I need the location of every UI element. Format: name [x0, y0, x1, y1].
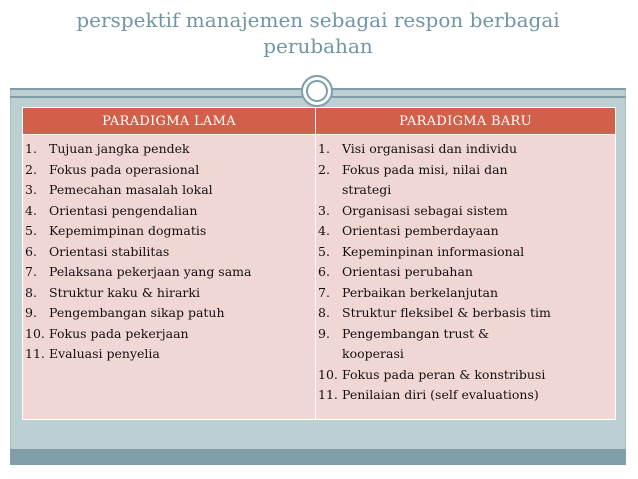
list-item: 7. Pelaksana pekerjaan yang sama	[25, 264, 252, 279]
table-body-row	[23, 135, 616, 420]
list-item: 7. Perbaikan berkelanjutan	[318, 284, 499, 300]
list-item: 2. Fokus pada misi, nilai dan strategi	[318, 161, 508, 197]
list-item: 8. Struktur kaku & hirarki	[25, 284, 200, 300]
list-item: 9. Pengembangan trust & kooperasi	[318, 325, 490, 361]
slide-title: perspektif manajemen sebagai respon berbagai perubahan	[76, 8, 560, 58]
list-item: 2. Fokus pada operasional	[25, 161, 200, 177]
list-item: 6. Orientasi perubahan	[318, 264, 473, 279]
list-item: 10. Fokus pada peran & konstribusi	[318, 366, 546, 382]
paradigm-table	[22, 107, 616, 420]
old-paradigm-cell	[23, 135, 316, 420]
header-paradigma-baru: PARADIGMA BARU	[316, 108, 616, 135]
header-paradigma-lama: PARADIGMA LAMA	[23, 108, 316, 135]
list-item: 9. Pengembangan sikap patuh	[25, 305, 225, 320]
list-item: 5. Kepemimpinan dogmatis	[25, 223, 207, 238]
list-item: 4. Orientasi pemberdayaan	[318, 223, 499, 238]
list-item: 1. Visi organisasi dan individu	[318, 141, 518, 156]
list-item: 11. Evaluasi penyelia	[25, 346, 160, 361]
list-item: 11. Penilaian diri (self evaluations)	[318, 387, 539, 402]
new-paradigm-list	[318, 139, 613, 406]
table-header-row	[23, 108, 616, 135]
list-item: 8. Struktur fleksibel & berbasis tim	[318, 305, 551, 320]
old-paradigm-list	[25, 139, 313, 365]
list-item: 1. Tujuan jangka pendek	[25, 141, 190, 156]
bottom-accent-band	[10, 449, 626, 465]
list-item: 3. Pemecahan masalah lokal	[25, 182, 213, 197]
new-paradigm-cell	[316, 135, 616, 420]
list-item: 4. Orientasi pengendalian	[25, 202, 198, 218]
divider-circle-ornament	[301, 75, 333, 107]
list-item: 3. Organisasi sebagai sistem	[318, 202, 508, 218]
list-item: 10. Fokus pada pekerjaan	[25, 325, 189, 341]
list-item: 5. Kepeminpinan informasional	[318, 243, 525, 259]
list-item: 6. Orientasi stabilitas	[25, 243, 170, 259]
